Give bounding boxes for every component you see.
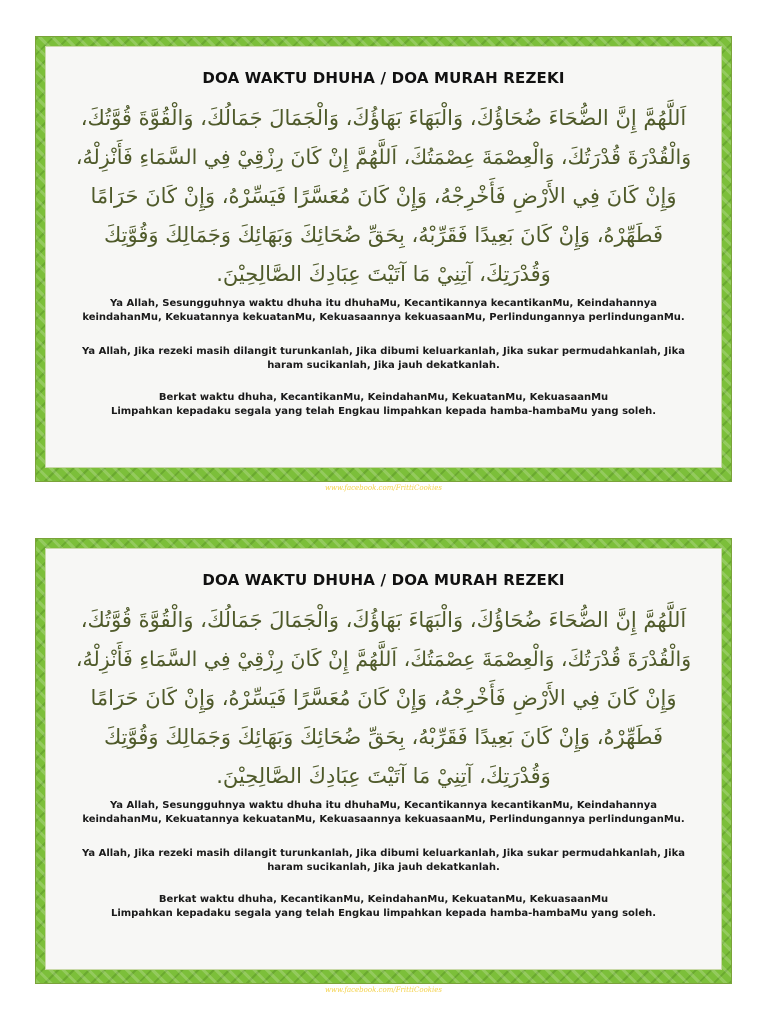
arabic-prayer	[72, 99, 695, 294]
doa-card-top	[35, 36, 732, 492]
translation-line: Berkat waktu dhuha, KecantikanMu, KeindahanMu, KekuatanMu, KekuasaanMu	[158, 894, 609, 905]
translation-paragraph-1	[58, 297, 709, 325]
translation-line: Ya Allah, Jika rezeki masih dilangit turunkanlah, Jika dibumi keluarkanlah, Jika sukar permudahkanlah, Jika	[82, 848, 685, 859]
translation-line: Ya Allah, Jika rezeki masih dilangit turunkanlah, Jika dibumi keluarkanlah, Jika sukar permudahkanlah, Jika	[82, 346, 685, 357]
translation-paragraph-3	[58, 391, 709, 419]
translation-paragraph-1	[58, 799, 709, 827]
arabic-line: وَقُدْرَتِكَ، آتِنِيْ مَا آتَيْتَ عِبَادِكَ الصَّالِحِيْنَ.	[216, 262, 551, 286]
arabic-line: وَإِنْ كَانَ فِي الأَرْضِ فَأَخْرِجْهُ، وَإِنْ كَانَ مُعَسَّرًا فَيَسِّرْهُ، وَإِنْ كَانَ حَرَامًا	[90, 184, 677, 208]
arabic-prayer	[72, 601, 695, 796]
translation-line: keindahanMu, Kekuatannya kekuatanMu, Kekuasaannya kekuasaanMu, Perlindungannya perlindunganMu.	[82, 312, 685, 323]
translation-line: Ya Allah, Sesungguhnya waktu dhuha itu dhuhaMu, Kecantikannya kecantikanMu, Keindahannya	[109, 298, 658, 309]
arabic-line: وَإِنْ كَانَ فِي الأَرْضِ فَأَخْرِجْهُ، وَإِنْ كَانَ مُعَسَّرًا فَيَسِّرْهُ، وَإِنْ كَانَ حَرَامًا	[90, 686, 677, 710]
translation-line: Ya Allah, Sesungguhnya waktu dhuha itu dhuhaMu, Kecantikannya kecantikanMu, Keindahannya	[109, 800, 658, 811]
card-title: DOA WAKTU DHUHA / DOA MURAH REZEKI	[202, 69, 565, 87]
translation-line: Berkat waktu dhuha, KecantikanMu, KeindahanMu, KekuatanMu, KekuasaanMu	[158, 392, 609, 403]
footer-credit: www.facebook.com/FrittiCookies	[324, 986, 442, 994]
card-panel	[45, 46, 722, 468]
arabic-line: وَالْقُدْرَةَ قُدْرَتُكَ، وَالْعِصْمَةَ عِصْمَتُكَ، اَللَّهُمَّ إِنْ كَانَ رِزْقِيْ فِي السَّمَاءِ فَأَنْزِلْهُ،	[75, 145, 692, 169]
arabic-line: فَطَهِّرْهُ، وَإِنْ كَانَ بَعِيدًا فَقَرِّبْهُ، بِحَقِّ ضُحَائِكَ وَبَهَائِكَ وَجَمَالِكَ وَقُوَّتِكَ	[103, 725, 664, 749]
translation-paragraph-2	[58, 345, 709, 373]
translation-line: haram sucikanlah, Jika jauh dekatkanlah.	[267, 862, 500, 873]
translation-line: Limpahkan kepadaku segala yang telah Engkau limpahkan kepada hamba-hambaMu yang soleh.	[110, 908, 657, 919]
arabic-line: وَقُدْرَتِكَ، آتِنِيْ مَا آتَيْتَ عِبَادِكَ الصَّالِحِيْنَ.	[216, 764, 551, 788]
arabic-line: فَطَهِّرْهُ، وَإِنْ كَانَ بَعِيدًا فَقَرِّبْهُ، بِحَقِّ ضُحَائِكَ وَبَهَائِكَ وَجَمَالِكَ وَقُوَّتِكَ	[103, 223, 664, 247]
footer-credit: www.facebook.com/FrittiCookies	[324, 484, 442, 492]
translation-paragraph-3	[58, 893, 709, 921]
translation-line: Limpahkan kepadaku segala yang telah Engkau limpahkan kepada hamba-hambaMu yang soleh.	[110, 406, 657, 417]
translation-line: keindahanMu, Kekuatannya kekuatanMu, Kekuasaannya kekuasaanMu, Perlindungannya perlindunganMu.	[82, 814, 685, 825]
translation-paragraph-2	[58, 847, 709, 875]
doa-card-bottom	[35, 538, 732, 994]
arabic-line: اَللَّهُمَّ إِنَّ الضُّحَاءَ ضُحَاؤُكَ، وَالْبَهَاءَ بَهَاؤُكَ، وَالْجَمَالَ جَمَالُكَ، وَالْقُوَّةَ قُوَّتُكَ،	[80, 608, 687, 632]
card-panel	[45, 548, 722, 970]
card-title: DOA WAKTU DHUHA / DOA MURAH REZEKI	[202, 571, 565, 589]
arabic-line: اَللَّهُمَّ إِنَّ الضُّحَاءَ ضُحَاؤُكَ، وَالْبَهَاءَ بَهَاؤُكَ، وَالْجَمَالَ جَمَالُكَ، وَالْقُوَّةَ قُوَّتُكَ،	[80, 106, 687, 130]
arabic-line: وَالْقُدْرَةَ قُدْرَتُكَ، وَالْعِصْمَةَ عِصْمَتُكَ، اَللَّهُمَّ إِنْ كَانَ رِزْقِيْ فِي السَّمَاءِ فَأَنْزِلْهُ،	[75, 647, 692, 671]
translation-line: haram sucikanlah, Jika jauh dekatkanlah.	[267, 360, 500, 371]
